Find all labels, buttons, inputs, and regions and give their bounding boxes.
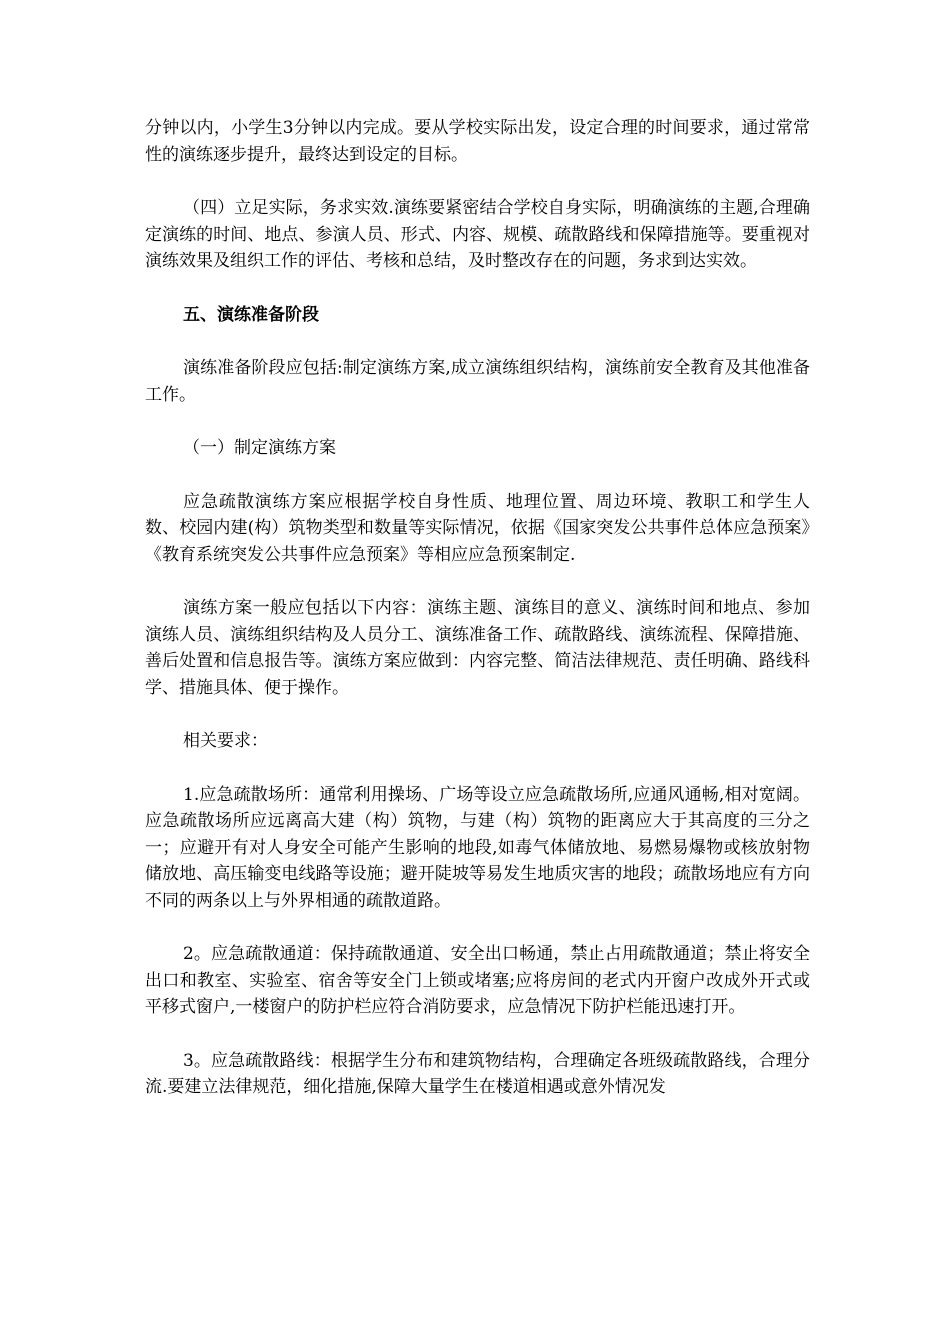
paragraph: 相关要求： xyxy=(183,731,268,751)
paragraph: 演练准备阶段应包括:制定演练方案,成立演练组织结构，演练前安全教育及其他准备工作。 xyxy=(145,358,810,405)
paragraph: （四）立足实际，务求实效.演练要紧密结合学校自身实际，明确演练的主题,合理确定演练的时间、地点、参演人员、形式、内容、规模、疏散路线和保障措施等。要重视对演练效果及组织工作的评估、考核和总结，及时整改存在的问题，务求到达实效。 xyxy=(145,198,810,271)
paragraph: 演练方案一般应包括以下内容：演练主题、演练目的意义、演练时间和地点、参加演练人员、演练组织结构及人员分工、演练准备工作、疏散路线、演练流程、保障措施、善后处置和信息报告等。演练方案应做到：内容完整、简洁法律规范、责任明确、路线科学、措施具体、便于操作。 xyxy=(145,598,810,698)
list-item: 2。应急疏散通道：保持疏散通道、安全出口畅通，禁止占用疏散通道；禁止将安全出口和教室、实验室、宿舍等安全门上锁或堵塞;应将房间的老式内开窗户改成外开式或平移式窗户,一楼窗户的防护栏应符合消防要求，应急情况下防护栏能迅速打开。 xyxy=(145,944,810,1017)
subsection-heading: （一）制定演练方案 xyxy=(183,438,336,458)
paragraph: 应急疏散演练方案应根据学校自身性质、地理位置、周边环境、教职工和学生人数、校园内建(构）筑物类型和数量等实际情况，依据《国家突发公共事件总体应急预案》《教育系统突发公共事件应急预案》等相应应急预案制定. xyxy=(145,491,810,565)
list-item: 3。应急疏散路线：根据学生分布和建筑物结构，合理确定各班级疏散路线，合理分流.要建立法律规范，细化措施,保障大量学生在楼道相遇或意外情况发 xyxy=(145,1050,810,1097)
paragraph: 分钟以内，小学生3分钟以内完成。要从学校实际出发，设定合理的时间要求，通过常常性的演练逐步提升，最终达到设定的目标。 xyxy=(145,118,810,165)
document-body xyxy=(145,115,810,1128)
list-item: 1.应急疏散场所：通常利用操场、广场等设立应急疏散场所,应通风通畅,相对宽阔。应急疏散场所应远离高大建（构）筑物，与建（构）筑物的距离应大于其高度的三分之一；应避开有对人身安全可能产生影响的地段,如毒气体储放地、易燃易爆物或核放射物储放地、高压输变电线路等设施；避开陡坡等易发生地质灾害的地段；疏散场地应有方向不同的两条以上与外界相通的疏散道路。 xyxy=(145,784,810,911)
section-heading: 五、演练准备阶段 xyxy=(183,304,319,325)
